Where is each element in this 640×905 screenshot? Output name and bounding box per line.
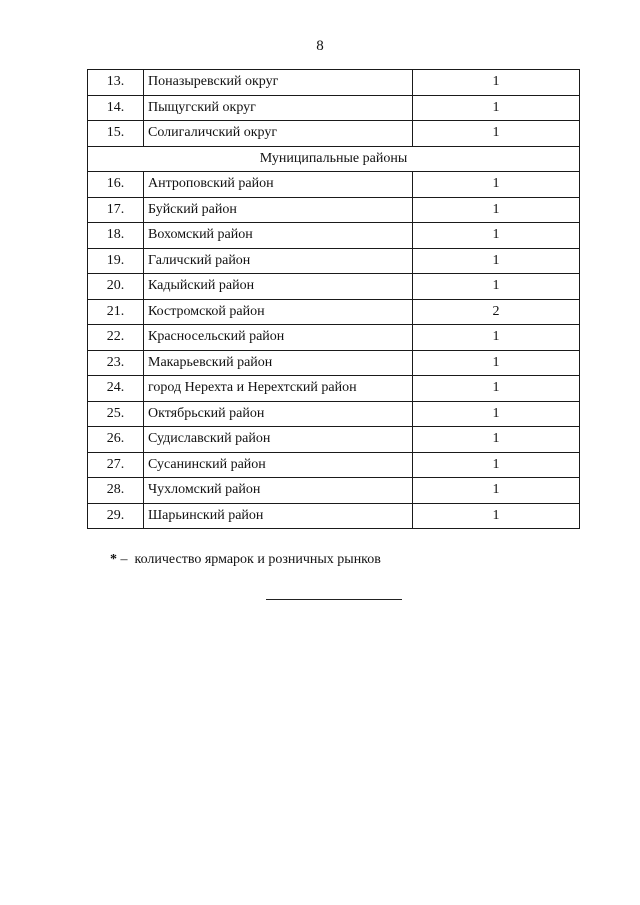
- row-number: 26.: [88, 427, 144, 453]
- row-count: 1: [413, 197, 580, 223]
- row-count: 1: [413, 452, 580, 478]
- row-number: 13.: [88, 70, 144, 96]
- row-name: Антроповский район: [144, 172, 413, 198]
- row-number: 27.: [88, 452, 144, 478]
- row-name: Макарьевский район: [144, 350, 413, 376]
- row-number: 19.: [88, 248, 144, 274]
- row-name: Солигаличский округ: [144, 121, 413, 147]
- row-number: 16.: [88, 172, 144, 198]
- row-count: 1: [413, 274, 580, 300]
- table-row: [88, 274, 580, 300]
- row-count: 1: [413, 478, 580, 504]
- table-row: [88, 121, 580, 147]
- row-name: Вохомский район: [144, 223, 413, 249]
- row-name: Пыщугский округ: [144, 95, 413, 121]
- row-number: 24.: [88, 376, 144, 402]
- row-name: Буйский район: [144, 197, 413, 223]
- table-row: [88, 197, 580, 223]
- table-row: [88, 503, 580, 529]
- row-number: 22.: [88, 325, 144, 351]
- row-number: 18.: [88, 223, 144, 249]
- row-number: 21.: [88, 299, 144, 325]
- table-row: [88, 70, 580, 96]
- row-name: Шарьинский район: [144, 503, 413, 529]
- row-name: Судиславский район: [144, 427, 413, 453]
- row-count: 2: [413, 299, 580, 325]
- table-row: [88, 401, 580, 427]
- row-count: 1: [413, 427, 580, 453]
- row-name: город Нерехта и Нерехтский район: [144, 376, 413, 402]
- row-count: 1: [413, 95, 580, 121]
- markets-table: [87, 69, 580, 529]
- table-row: [88, 325, 580, 351]
- row-number: 25.: [88, 401, 144, 427]
- row-count: 1: [413, 223, 580, 249]
- table-row: [88, 248, 580, 274]
- table-row: [88, 427, 580, 453]
- row-name: Чухломский район: [144, 478, 413, 504]
- row-name: Кадыйский район: [144, 274, 413, 300]
- row-count: 1: [413, 350, 580, 376]
- table-row: [88, 299, 580, 325]
- row-number: 15.: [88, 121, 144, 147]
- section-header-row: [88, 146, 580, 172]
- table-body: [88, 70, 580, 529]
- row-name: Красносельский район: [144, 325, 413, 351]
- row-count: 1: [413, 503, 580, 529]
- row-name: Костромской район: [144, 299, 413, 325]
- row-count: 1: [413, 401, 580, 427]
- table-row: [88, 172, 580, 198]
- table-row: [88, 95, 580, 121]
- row-number: 17.: [88, 197, 144, 223]
- footnote-marker: *: [110, 552, 117, 567]
- row-count: 1: [413, 121, 580, 147]
- footnote-text: – количество ярмарок и розничных рынков: [117, 552, 381, 567]
- table-row: [88, 223, 580, 249]
- row-number: 20.: [88, 274, 144, 300]
- row-number: 29.: [88, 503, 144, 529]
- row-number: 23.: [88, 350, 144, 376]
- table-row: [88, 350, 580, 376]
- end-divider-line: [266, 599, 402, 600]
- table-row: [88, 452, 580, 478]
- row-count: 1: [413, 248, 580, 274]
- footnote: [110, 552, 381, 568]
- row-number: 14.: [88, 95, 144, 121]
- row-name: Поназыревский округ: [144, 70, 413, 96]
- section-header: Муниципальные районы: [88, 146, 580, 172]
- row-name: Сусанинский район: [144, 452, 413, 478]
- row-count: 1: [413, 376, 580, 402]
- row-name: Галичский район: [144, 248, 413, 274]
- page-number: 8: [316, 38, 324, 54]
- row-count: 1: [413, 325, 580, 351]
- table-row: [88, 478, 580, 504]
- row-number: 28.: [88, 478, 144, 504]
- table-row: [88, 376, 580, 402]
- row-name: Октябрьский район: [144, 401, 413, 427]
- row-count: 1: [413, 70, 580, 96]
- row-count: 1: [413, 172, 580, 198]
